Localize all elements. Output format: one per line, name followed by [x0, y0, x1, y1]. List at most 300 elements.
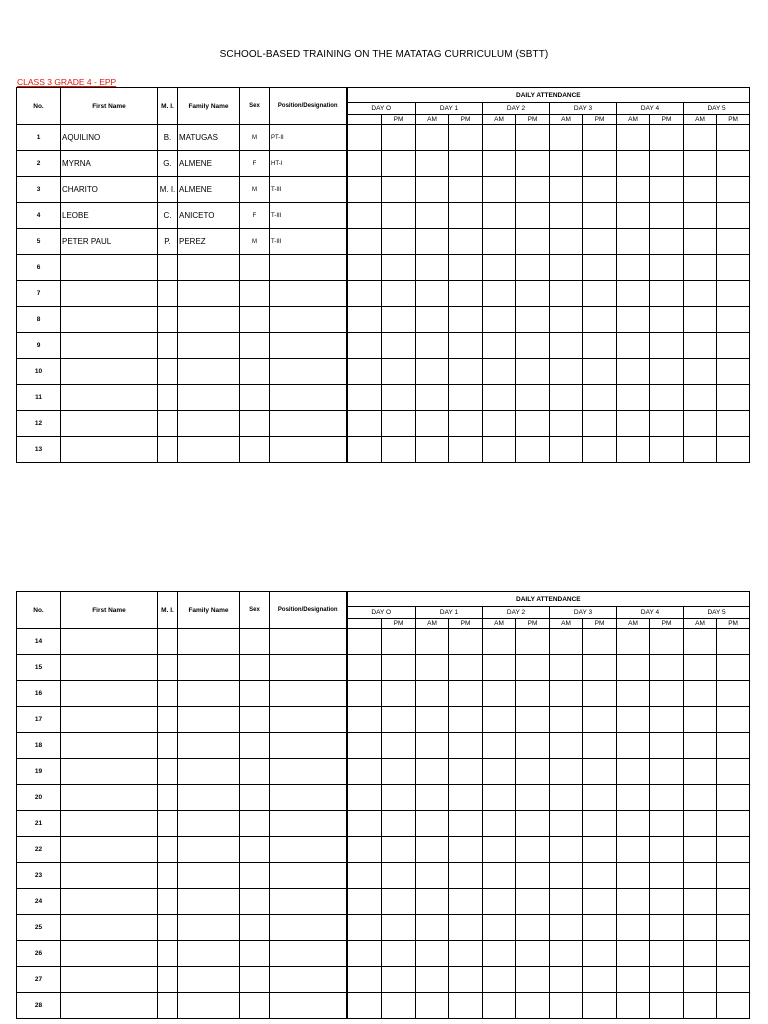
attendance-cell[interactable] [416, 707, 449, 733]
attendance-cell[interactable] [717, 785, 750, 811]
first-name-cell[interactable] [61, 411, 158, 437]
attendance-cell[interactable] [416, 733, 449, 759]
first-name-cell[interactable]: MYRNA [61, 151, 158, 177]
attendance-cell[interactable] [483, 333, 516, 359]
attendance-cell[interactable] [617, 229, 650, 255]
attendance-cell[interactable] [516, 177, 550, 203]
attendance-cell[interactable] [483, 125, 516, 151]
attendance-cell[interactable] [382, 629, 416, 655]
attendance-cell[interactable] [382, 811, 416, 837]
attendance-cell[interactable] [516, 229, 550, 255]
attendance-cell[interactable] [483, 655, 516, 681]
attendance-cell[interactable] [650, 385, 684, 411]
attendance-cell[interactable] [382, 681, 416, 707]
family-name-cell[interactable]: PEREZ [178, 229, 240, 255]
attendance-cell[interactable] [516, 333, 550, 359]
attendance-cell[interactable] [650, 333, 684, 359]
attendance-cell[interactable] [449, 629, 483, 655]
attendance-cell[interactable] [583, 733, 617, 759]
attendance-cell[interactable] [416, 177, 449, 203]
first-name-cell[interactable] [61, 759, 158, 785]
attendance-cell[interactable] [483, 437, 516, 463]
attendance-cell[interactable] [617, 411, 650, 437]
attendance-cell[interactable] [617, 915, 650, 941]
attendance-cell[interactable] [583, 229, 617, 255]
attendance-cell[interactable] [347, 785, 382, 811]
attendance-cell[interactable] [416, 889, 449, 915]
attendance-cell[interactable] [449, 411, 483, 437]
attendance-cell[interactable] [583, 307, 617, 333]
family-name-cell[interactable] [178, 281, 240, 307]
attendance-cell[interactable] [583, 203, 617, 229]
first-name-cell[interactable]: CHARITO [61, 177, 158, 203]
attendance-cell[interactable] [416, 681, 449, 707]
attendance-cell[interactable] [347, 333, 382, 359]
family-name-cell[interactable] [178, 385, 240, 411]
sex-cell[interactable]: F [240, 151, 270, 177]
attendance-cell[interactable] [583, 359, 617, 385]
first-name-cell[interactable] [61, 385, 158, 411]
attendance-cell[interactable] [382, 655, 416, 681]
sex-cell[interactable] [240, 733, 270, 759]
sex-cell[interactable] [240, 307, 270, 333]
attendance-cell[interactable] [550, 629, 583, 655]
attendance-cell[interactable] [416, 229, 449, 255]
attendance-cell[interactable] [684, 785, 717, 811]
attendance-cell[interactable] [583, 385, 617, 411]
attendance-cell[interactable] [684, 655, 717, 681]
attendance-cell[interactable] [483, 151, 516, 177]
position-cell[interactable] [270, 759, 347, 785]
attendance-cell[interactable] [650, 759, 684, 785]
attendance-cell[interactable] [684, 993, 717, 1019]
attendance-cell[interactable] [347, 811, 382, 837]
attendance-cell[interactable] [347, 837, 382, 863]
position-cell[interactable]: PT-II [270, 125, 347, 151]
attendance-cell[interactable] [650, 655, 684, 681]
attendance-cell[interactable] [516, 385, 550, 411]
attendance-cell[interactable] [416, 785, 449, 811]
first-name-cell[interactable]: PETER PAUL [61, 229, 158, 255]
mi-cell[interactable] [158, 785, 178, 811]
attendance-cell[interactable] [416, 837, 449, 863]
position-cell[interactable] [270, 437, 347, 463]
attendance-cell[interactable] [382, 333, 416, 359]
attendance-cell[interactable] [650, 281, 684, 307]
attendance-cell[interactable] [684, 125, 717, 151]
mi-cell[interactable] [158, 307, 178, 333]
family-name-cell[interactable] [178, 733, 240, 759]
attendance-cell[interactable] [449, 437, 483, 463]
attendance-cell[interactable] [416, 255, 449, 281]
sex-cell[interactable] [240, 655, 270, 681]
sex-cell[interactable] [240, 681, 270, 707]
attendance-cell[interactable] [449, 125, 483, 151]
attendance-cell[interactable] [650, 411, 684, 437]
attendance-cell[interactable] [684, 629, 717, 655]
first-name-cell[interactable] [61, 359, 158, 385]
attendance-cell[interactable] [583, 281, 617, 307]
attendance-cell[interactable] [483, 837, 516, 863]
attendance-cell[interactable] [550, 863, 583, 889]
attendance-cell[interactable] [617, 681, 650, 707]
attendance-cell[interactable] [516, 941, 550, 967]
attendance-cell[interactable] [550, 967, 583, 993]
attendance-cell[interactable] [449, 993, 483, 1019]
sex-cell[interactable] [240, 359, 270, 385]
attendance-cell[interactable] [650, 203, 684, 229]
attendance-cell[interactable] [347, 863, 382, 889]
sex-cell[interactable] [240, 967, 270, 993]
attendance-cell[interactable] [650, 707, 684, 733]
family-name-cell[interactable] [178, 629, 240, 655]
attendance-cell[interactable] [483, 229, 516, 255]
position-cell[interactable] [270, 837, 347, 863]
attendance-cell[interactable] [617, 307, 650, 333]
attendance-cell[interactable] [483, 177, 516, 203]
attendance-cell[interactable] [382, 889, 416, 915]
attendance-cell[interactable] [650, 229, 684, 255]
attendance-cell[interactable] [617, 759, 650, 785]
attendance-cell[interactable] [717, 385, 750, 411]
attendance-cell[interactable] [382, 281, 416, 307]
sex-cell[interactable]: M [240, 177, 270, 203]
attendance-cell[interactable] [717, 837, 750, 863]
mi-cell[interactable] [158, 863, 178, 889]
attendance-cell[interactable] [617, 811, 650, 837]
attendance-cell[interactable] [684, 385, 717, 411]
mi-cell[interactable] [158, 993, 178, 1019]
attendance-cell[interactable] [516, 629, 550, 655]
attendance-cell[interactable] [684, 203, 717, 229]
position-cell[interactable] [270, 359, 347, 385]
mi-cell[interactable] [158, 811, 178, 837]
sex-cell[interactable] [240, 437, 270, 463]
attendance-cell[interactable] [416, 759, 449, 785]
attendance-cell[interactable] [550, 125, 583, 151]
attendance-cell[interactable] [449, 707, 483, 733]
attendance-cell[interactable] [583, 437, 617, 463]
attendance-cell[interactable] [483, 411, 516, 437]
attendance-cell[interactable] [717, 229, 750, 255]
attendance-cell[interactable] [416, 941, 449, 967]
position-cell[interactable] [270, 967, 347, 993]
mi-cell[interactable] [158, 629, 178, 655]
attendance-cell[interactable] [650, 811, 684, 837]
attendance-cell[interactable] [650, 359, 684, 385]
attendance-cell[interactable] [416, 915, 449, 941]
mi-cell[interactable]: G. [158, 151, 178, 177]
mi-cell[interactable] [158, 915, 178, 941]
attendance-cell[interactable] [717, 151, 750, 177]
attendance-cell[interactable] [617, 967, 650, 993]
family-name-cell[interactable] [178, 411, 240, 437]
sex-cell[interactable]: M [240, 125, 270, 151]
attendance-cell[interactable] [617, 333, 650, 359]
position-cell[interactable] [270, 255, 347, 281]
attendance-cell[interactable] [382, 993, 416, 1019]
mi-cell[interactable] [158, 411, 178, 437]
attendance-cell[interactable] [483, 281, 516, 307]
attendance-cell[interactable] [583, 707, 617, 733]
attendance-cell[interactable] [583, 125, 617, 151]
attendance-cell[interactable] [717, 411, 750, 437]
attendance-cell[interactable] [382, 707, 416, 733]
family-name-cell[interactable] [178, 759, 240, 785]
attendance-cell[interactable] [550, 151, 583, 177]
attendance-cell[interactable] [449, 759, 483, 785]
attendance-cell[interactable] [516, 863, 550, 889]
attendance-cell[interactable] [583, 255, 617, 281]
position-cell[interactable] [270, 863, 347, 889]
attendance-cell[interactable] [684, 437, 717, 463]
attendance-cell[interactable] [617, 733, 650, 759]
attendance-cell[interactable] [650, 125, 684, 151]
attendance-cell[interactable] [347, 941, 382, 967]
attendance-cell[interactable] [449, 385, 483, 411]
attendance-cell[interactable] [416, 993, 449, 1019]
attendance-cell[interactable] [382, 255, 416, 281]
attendance-cell[interactable] [583, 333, 617, 359]
family-name-cell[interactable] [178, 707, 240, 733]
first-name-cell[interactable] [61, 863, 158, 889]
attendance-cell[interactable] [347, 177, 382, 203]
attendance-cell[interactable] [550, 915, 583, 941]
mi-cell[interactable] [158, 759, 178, 785]
attendance-cell[interactable] [416, 385, 449, 411]
attendance-cell[interactable] [347, 125, 382, 151]
first-name-cell[interactable] [61, 733, 158, 759]
sex-cell[interactable] [240, 993, 270, 1019]
attendance-cell[interactable] [583, 629, 617, 655]
attendance-cell[interactable] [617, 629, 650, 655]
attendance-cell[interactable] [516, 707, 550, 733]
attendance-cell[interactable] [684, 411, 717, 437]
attendance-cell[interactable] [684, 733, 717, 759]
attendance-cell[interactable] [347, 915, 382, 941]
attendance-cell[interactable] [550, 785, 583, 811]
attendance-cell[interactable] [347, 151, 382, 177]
position-cell[interactable] [270, 655, 347, 681]
attendance-cell[interactable] [684, 359, 717, 385]
attendance-cell[interactable] [583, 681, 617, 707]
family-name-cell[interactable] [178, 811, 240, 837]
attendance-cell[interactable] [382, 785, 416, 811]
attendance-cell[interactable] [347, 681, 382, 707]
attendance-cell[interactable] [516, 785, 550, 811]
attendance-cell[interactable] [516, 411, 550, 437]
first-name-cell[interactable] [61, 785, 158, 811]
attendance-cell[interactable] [717, 759, 750, 785]
attendance-cell[interactable] [416, 629, 449, 655]
attendance-cell[interactable] [449, 889, 483, 915]
attendance-cell[interactable] [516, 811, 550, 837]
attendance-cell[interactable] [717, 889, 750, 915]
attendance-cell[interactable] [684, 333, 717, 359]
attendance-cell[interactable] [550, 941, 583, 967]
attendance-cell[interactable] [684, 863, 717, 889]
attendance-cell[interactable] [583, 811, 617, 837]
attendance-cell[interactable] [583, 785, 617, 811]
attendance-cell[interactable] [550, 707, 583, 733]
attendance-cell[interactable] [684, 811, 717, 837]
attendance-cell[interactable] [684, 915, 717, 941]
mi-cell[interactable] [158, 385, 178, 411]
attendance-cell[interactable] [483, 811, 516, 837]
attendance-cell[interactable] [347, 629, 382, 655]
attendance-cell[interactable] [717, 733, 750, 759]
sex-cell[interactable] [240, 385, 270, 411]
attendance-cell[interactable] [449, 655, 483, 681]
attendance-cell[interactable] [550, 837, 583, 863]
attendance-cell[interactable] [583, 411, 617, 437]
attendance-cell[interactable] [550, 889, 583, 915]
attendance-cell[interactable] [650, 993, 684, 1019]
family-name-cell[interactable] [178, 359, 240, 385]
attendance-cell[interactable] [550, 733, 583, 759]
attendance-cell[interactable] [416, 655, 449, 681]
first-name-cell[interactable]: LEOBE [61, 203, 158, 229]
attendance-cell[interactable] [583, 889, 617, 915]
attendance-cell[interactable] [449, 281, 483, 307]
attendance-cell[interactable] [617, 177, 650, 203]
sex-cell[interactable] [240, 941, 270, 967]
attendance-cell[interactable] [382, 151, 416, 177]
attendance-cell[interactable] [717, 915, 750, 941]
first-name-cell[interactable] [61, 333, 158, 359]
attendance-cell[interactable] [347, 993, 382, 1019]
attendance-cell[interactable] [717, 993, 750, 1019]
attendance-cell[interactable] [650, 837, 684, 863]
attendance-cell[interactable] [516, 307, 550, 333]
attendance-cell[interactable] [449, 785, 483, 811]
attendance-cell[interactable] [717, 863, 750, 889]
attendance-cell[interactable] [347, 655, 382, 681]
attendance-cell[interactable] [583, 993, 617, 1019]
mi-cell[interactable]: M. I. [158, 177, 178, 203]
attendance-cell[interactable] [483, 707, 516, 733]
attendance-cell[interactable] [617, 941, 650, 967]
attendance-cell[interactable] [583, 151, 617, 177]
attendance-cell[interactable] [617, 889, 650, 915]
attendance-cell[interactable] [449, 307, 483, 333]
sex-cell[interactable] [240, 889, 270, 915]
position-cell[interactable]: T-III [270, 203, 347, 229]
attendance-cell[interactable] [516, 151, 550, 177]
attendance-cell[interactable] [449, 837, 483, 863]
first-name-cell[interactable] [61, 941, 158, 967]
mi-cell[interactable] [158, 655, 178, 681]
attendance-cell[interactable] [717, 941, 750, 967]
mi-cell[interactable] [158, 681, 178, 707]
attendance-cell[interactable] [416, 967, 449, 993]
position-cell[interactable] [270, 681, 347, 707]
attendance-cell[interactable] [617, 993, 650, 1019]
sex-cell[interactable] [240, 837, 270, 863]
mi-cell[interactable] [158, 359, 178, 385]
attendance-cell[interactable] [550, 437, 583, 463]
first-name-cell[interactable] [61, 993, 158, 1019]
attendance-cell[interactable] [347, 889, 382, 915]
first-name-cell[interactable] [61, 889, 158, 915]
attendance-cell[interactable] [617, 281, 650, 307]
attendance-cell[interactable] [382, 307, 416, 333]
family-name-cell[interactable] [178, 681, 240, 707]
attendance-cell[interactable] [717, 967, 750, 993]
attendance-cell[interactable] [684, 967, 717, 993]
attendance-cell[interactable] [449, 177, 483, 203]
position-cell[interactable] [270, 993, 347, 1019]
family-name-cell[interactable] [178, 941, 240, 967]
attendance-cell[interactable] [550, 359, 583, 385]
family-name-cell[interactable] [178, 437, 240, 463]
attendance-cell[interactable] [449, 863, 483, 889]
position-cell[interactable] [270, 915, 347, 941]
attendance-cell[interactable] [449, 203, 483, 229]
attendance-cell[interactable] [617, 255, 650, 281]
position-cell[interactable] [270, 281, 347, 307]
attendance-cell[interactable] [382, 177, 416, 203]
position-cell[interactable] [270, 733, 347, 759]
attendance-cell[interactable] [449, 733, 483, 759]
attendance-cell[interactable] [416, 811, 449, 837]
attendance-cell[interactable] [416, 125, 449, 151]
first-name-cell[interactable]: AQUILINO [61, 125, 158, 151]
attendance-cell[interactable] [717, 203, 750, 229]
attendance-cell[interactable] [550, 681, 583, 707]
attendance-cell[interactable] [650, 967, 684, 993]
attendance-cell[interactable] [347, 707, 382, 733]
mi-cell[interactable]: B. [158, 125, 178, 151]
position-cell[interactable] [270, 333, 347, 359]
position-cell[interactable] [270, 411, 347, 437]
attendance-cell[interactable] [717, 307, 750, 333]
attendance-cell[interactable] [416, 333, 449, 359]
attendance-cell[interactable] [382, 437, 416, 463]
attendance-cell[interactable] [483, 733, 516, 759]
mi-cell[interactable] [158, 707, 178, 733]
position-cell[interactable]: HT-I [270, 151, 347, 177]
attendance-cell[interactable] [516, 203, 550, 229]
attendance-cell[interactable] [684, 759, 717, 785]
position-cell[interactable] [270, 889, 347, 915]
attendance-cell[interactable] [347, 437, 382, 463]
attendance-cell[interactable] [550, 811, 583, 837]
position-cell[interactable] [270, 941, 347, 967]
attendance-cell[interactable] [516, 837, 550, 863]
attendance-cell[interactable] [650, 941, 684, 967]
mi-cell[interactable] [158, 437, 178, 463]
attendance-cell[interactable] [717, 359, 750, 385]
first-name-cell[interactable] [61, 255, 158, 281]
attendance-cell[interactable] [717, 255, 750, 281]
attendance-cell[interactable] [516, 255, 550, 281]
sex-cell[interactable] [240, 411, 270, 437]
attendance-cell[interactable] [650, 863, 684, 889]
attendance-cell[interactable] [382, 863, 416, 889]
family-name-cell[interactable]: MATUGAS [178, 125, 240, 151]
family-name-cell[interactable] [178, 889, 240, 915]
attendance-cell[interactable] [516, 655, 550, 681]
attendance-cell[interactable] [516, 681, 550, 707]
family-name-cell[interactable] [178, 863, 240, 889]
attendance-cell[interactable] [583, 863, 617, 889]
attendance-cell[interactable] [449, 681, 483, 707]
attendance-cell[interactable] [382, 759, 416, 785]
first-name-cell[interactable] [61, 655, 158, 681]
first-name-cell[interactable] [61, 837, 158, 863]
attendance-cell[interactable] [617, 203, 650, 229]
